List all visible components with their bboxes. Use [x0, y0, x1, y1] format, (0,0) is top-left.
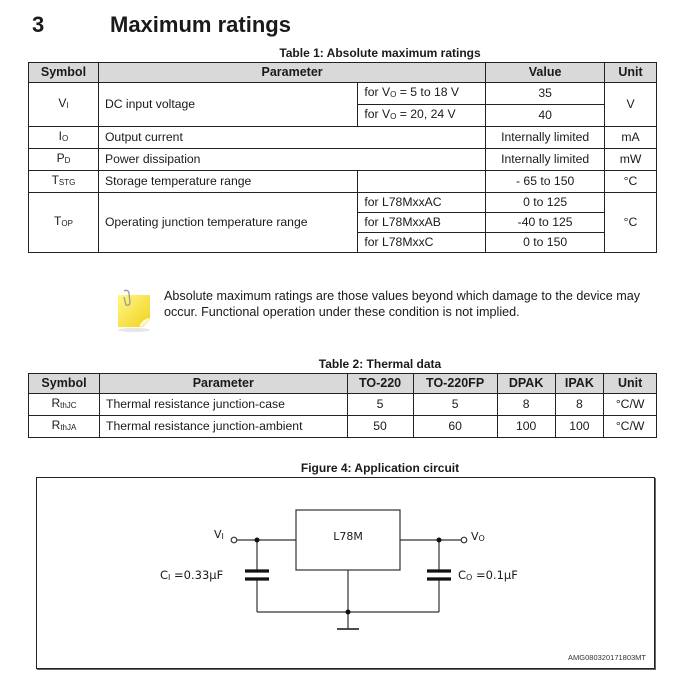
- cin-label: [160, 568, 223, 582]
- unit-cell: °C/W: [604, 394, 657, 416]
- output-terminal: [461, 537, 467, 543]
- condition-subscript: O: [390, 90, 397, 99]
- parameter-cell: DC input voltage: [98, 83, 357, 127]
- table-header-row: [29, 374, 657, 394]
- unit-cell: °C: [605, 193, 657, 253]
- header-dpak: DPAK: [497, 374, 555, 394]
- input-junction: [255, 538, 260, 543]
- cin-subscript: I: [168, 573, 171, 582]
- value-cell: 100: [555, 416, 604, 438]
- header-symbol: Symbol: [29, 63, 99, 83]
- figure-id: AMG080320171803MT: [568, 653, 646, 662]
- value-cell: -40 to 125: [486, 213, 605, 233]
- table-row: [29, 83, 657, 105]
- note-text: Absolute maximum ratings are those values beyond which damage to the device may occur. Functional operation under these condition is not implied.: [164, 289, 641, 319]
- header-unit: Unit: [604, 374, 657, 394]
- value-cell: 8: [555, 394, 604, 416]
- symbol-text: T: [54, 214, 62, 228]
- cin-value: =0.33µF: [170, 568, 224, 582]
- application-circuit-figure: [36, 477, 655, 669]
- value-cell: 50: [347, 416, 413, 438]
- symbol-subscript: I: [66, 101, 69, 110]
- symbol-cell: [29, 171, 99, 193]
- symbol-subscript: OP: [61, 219, 73, 228]
- unit-cell: °C/W: [604, 416, 657, 438]
- vin-label: [214, 528, 224, 541]
- header-to220fp: TO-220FP: [413, 374, 497, 394]
- header-value: Value: [486, 63, 605, 83]
- value-cell: 60: [413, 416, 497, 438]
- symbol-subscript: thJA: [60, 423, 77, 432]
- cout-label: [458, 568, 518, 582]
- table-row: [29, 394, 657, 416]
- value-cell: 0 to 150: [486, 233, 605, 253]
- condition-text: = 5 to 18 V: [396, 85, 460, 99]
- symbol-text: I: [58, 129, 63, 143]
- table-row: [29, 171, 657, 193]
- table-row: [29, 127, 657, 149]
- value-cell: 40: [486, 105, 605, 127]
- header-to220: TO-220: [347, 374, 413, 394]
- symbol-cell: [29, 394, 100, 416]
- empty-condition-cell: [358, 171, 486, 193]
- condition-cell: for L78MxxAC: [358, 193, 486, 213]
- symbol-cell: [29, 193, 99, 253]
- cout-text: C: [458, 568, 467, 582]
- parameter-cell: Output current: [98, 127, 485, 149]
- condition-cell: for L78MxxC: [358, 233, 486, 253]
- symbol-text: R: [51, 418, 61, 432]
- vin-subscript: I: [221, 532, 224, 541]
- table-header-row: [29, 63, 657, 83]
- symbol-subscript: thJC: [60, 401, 77, 410]
- condition-text: for V: [364, 85, 391, 99]
- table-row: [29, 193, 657, 213]
- header-unit: Unit: [605, 63, 657, 83]
- unit-cell: °C: [605, 171, 657, 193]
- symbol-text: T: [51, 173, 59, 187]
- symbol-cell: [29, 83, 99, 127]
- value-cell: 8: [497, 394, 555, 416]
- symbol-text: R: [51, 396, 61, 410]
- header-symbol: Symbol: [29, 374, 100, 394]
- unit-cell: mW: [605, 149, 657, 171]
- absolute-max-ratings-table: [28, 62, 657, 253]
- value-cell: Internally limited: [486, 127, 605, 149]
- cin-text: C: [160, 568, 169, 582]
- header-ipak: IPAK: [555, 374, 604, 394]
- symbol-text: P: [56, 151, 65, 165]
- condition-text: = 20, 24 V: [396, 107, 456, 121]
- condition-cell: [358, 83, 486, 105]
- ic-label: L78M: [333, 530, 363, 543]
- vout-label: [471, 530, 485, 543]
- circuit-diagram: [37, 478, 654, 668]
- table1-caption: Table 1: Absolute maximum ratings: [279, 46, 481, 60]
- symbol-subscript: D: [64, 156, 71, 165]
- value-cell: 0 to 125: [486, 193, 605, 213]
- parameter-cell: Operating junction temperature range: [98, 193, 357, 253]
- vout-subscript: O: [478, 534, 485, 543]
- parameter-cell: Power dissipation: [98, 149, 485, 171]
- table2-caption: Table 2: Thermal data: [318, 357, 442, 371]
- symbol-cell: [29, 416, 100, 438]
- symbol-subscript: O: [62, 134, 69, 143]
- header-parameter: Parameter: [98, 63, 485, 83]
- value-cell: 5: [413, 394, 497, 416]
- table-row: [29, 149, 657, 171]
- parameter-cell: Thermal resistance junction-case: [100, 394, 348, 416]
- header-parameter: Parameter: [100, 374, 348, 394]
- thermal-data-table: [28, 373, 657, 438]
- ground-junction: [346, 610, 351, 615]
- input-terminal: [231, 537, 237, 543]
- output-junction: [437, 538, 442, 543]
- parameter-cell: Thermal resistance junction-ambient: [100, 416, 348, 438]
- symbol-subscript: STG: [58, 178, 76, 187]
- value-cell: 5: [347, 394, 413, 416]
- symbol-cell: [29, 127, 99, 149]
- figure-caption: Figure 4: Application circuit: [300, 461, 460, 475]
- sticky-note-icon: [112, 289, 156, 333]
- value-cell: Internally limited: [486, 149, 605, 171]
- section-title: Maximum ratings: [110, 12, 291, 37]
- value-cell: 100: [497, 416, 555, 438]
- cout-value: =0.1µF: [472, 568, 518, 582]
- unit-cell: mA: [605, 127, 657, 149]
- vin-text: V: [214, 528, 222, 541]
- cout-subscript: O: [466, 573, 473, 582]
- condition-text: for V: [364, 107, 391, 121]
- unit-cell: V: [605, 83, 657, 127]
- condition-subscript: O: [390, 112, 397, 121]
- section-number: 3: [32, 12, 45, 37]
- symbol-cell: [29, 149, 99, 171]
- value-cell: - 65 to 150: [486, 171, 605, 193]
- condition-cell: [358, 105, 486, 127]
- table-row: [29, 416, 657, 438]
- parameter-cell: Storage temperature range: [98, 171, 357, 193]
- vout-text: V: [471, 530, 479, 543]
- symbol-text: V: [58, 96, 67, 110]
- value-cell: 35: [486, 83, 605, 105]
- condition-cell: for L78MxxAB: [358, 213, 486, 233]
